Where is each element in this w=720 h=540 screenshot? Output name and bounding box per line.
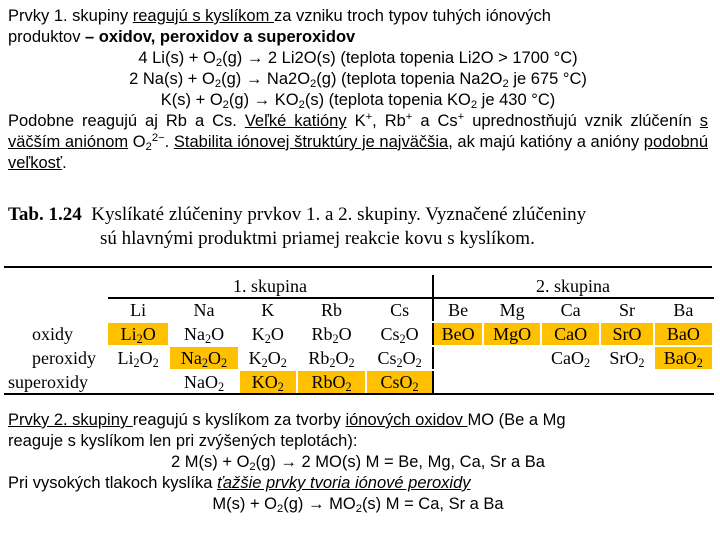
element-header-sr: Sr bbox=[600, 298, 654, 322]
empty-cell bbox=[433, 370, 483, 394]
equation-text: $K(s) + O_2(g) \to KO_2(s)$ (teplota topenia $KO_2$ je 430 °C) bbox=[160, 91, 556, 111]
equation-text: $M(s) + O_2(g) \to MO_2(s) M = Ca$, Sr a Ba bbox=[212, 495, 504, 515]
compound-na2o2: $Na_2O_2$ bbox=[169, 346, 239, 370]
intro-line-2 bbox=[8, 27, 708, 48]
corner-cell bbox=[5, 298, 107, 322]
compound-cs2o: $Cs_2O$ bbox=[366, 322, 433, 346]
outro-line-1 bbox=[8, 410, 708, 431]
peroxides-row bbox=[5, 346, 713, 370]
intro-text: produktov bbox=[8, 28, 86, 46]
group-1-header: 1. skupina bbox=[107, 274, 433, 298]
compound-k2o: $K_2O$ bbox=[239, 322, 297, 346]
underlined-phrase: reagujú s kyslíkom bbox=[132, 7, 274, 25]
underlined-phrase: s väčším aniónom bbox=[8, 112, 708, 151]
compound-ko2: $KO_2$ bbox=[239, 370, 297, 394]
intro-line-1 bbox=[8, 6, 708, 27]
element-header-k: K bbox=[239, 298, 297, 322]
bold-phrase: – oxidov, peroxidov a superoxidov bbox=[85, 28, 356, 46]
outro-text: MO (Be a Mg bbox=[467, 411, 566, 429]
compound-rb2o: $Rb_2O$ bbox=[297, 322, 367, 346]
empty-cell bbox=[483, 370, 541, 394]
compound-rbo2: RbO$_2$ bbox=[297, 370, 367, 394]
compound-sro: SrO bbox=[600, 322, 654, 346]
corner-cell bbox=[5, 274, 107, 298]
oxides-row bbox=[5, 322, 713, 346]
intro-text: $O_2^{2-}$. bbox=[128, 131, 174, 153]
row-label-oxides: oxidy bbox=[5, 322, 107, 346]
oxides-table bbox=[4, 266, 714, 395]
intro-text: za vzniku troch typov tuhých iónových bbox=[273, 7, 551, 25]
intro-text: K+, Rb+ a Cs+ uprednostňujú vznik zlúčenín bbox=[346, 110, 700, 130]
empty-cell bbox=[541, 370, 600, 394]
equation-mo bbox=[8, 452, 708, 473]
compound-k2o2: $K_2O_2$ bbox=[239, 346, 297, 370]
empty-cell bbox=[600, 370, 654, 394]
compound-cao2: CaO$_2$ bbox=[541, 346, 600, 370]
superoxides-row bbox=[5, 370, 713, 394]
group-2-header: 2. skupina bbox=[433, 274, 713, 298]
element-header-na: Na bbox=[169, 298, 239, 322]
caption-line-2: sú hlavnými produktmi priamej reakcie kovu s kyslíkom. bbox=[100, 228, 535, 249]
element-header-rb: Rb bbox=[297, 298, 367, 322]
element-header-ca: Ca bbox=[541, 298, 600, 322]
underlined-phrase: ťažšie prvky tvoria iónové peroxidy bbox=[217, 474, 471, 492]
compound-cao: CaO bbox=[541, 322, 600, 346]
empty-cell bbox=[107, 370, 169, 394]
row-label-superoxides: superoxidy bbox=[5, 370, 107, 394]
compound-cs2o2: $Cs_2O_2$ bbox=[366, 346, 433, 370]
underlined-phrase: iónových oxidov bbox=[345, 411, 468, 429]
element-header-row bbox=[5, 298, 713, 322]
intro-text: Prvky 1. skupiny bbox=[8, 7, 133, 25]
compound-cso2: CsO$_2$ bbox=[366, 370, 433, 394]
table-caption bbox=[8, 203, 714, 251]
compound-rb2o2: $Rb_2O_2$ bbox=[297, 346, 367, 370]
caption-number: Tab. 1.24 bbox=[8, 204, 82, 225]
equation-li bbox=[8, 48, 708, 69]
compound-bao: BaO bbox=[654, 322, 713, 346]
intro-text: . bbox=[62, 154, 67, 172]
empty-cell bbox=[433, 346, 483, 370]
element-header-mg: Mg bbox=[483, 298, 541, 322]
element-header-be: Be bbox=[433, 298, 483, 322]
outro-line-4 bbox=[8, 473, 708, 494]
equation-text: 2 $Na(s) + O_2(g) \to Na2O_2(g)$ (teplota topenia $Na2O_2$ je 675 °C) bbox=[129, 70, 587, 90]
outro-section bbox=[8, 410, 708, 515]
caption-line-1 bbox=[8, 203, 714, 227]
compound-na2o: $Na_2O$ bbox=[169, 322, 239, 346]
compound-li2o2: $Li_2O_2$ bbox=[107, 346, 169, 370]
intro-text: , ak majú katióny a anióny bbox=[448, 133, 644, 151]
table-top-rule bbox=[5, 267, 713, 274]
compound-beo: BeO bbox=[433, 322, 483, 346]
empty-cell bbox=[654, 370, 713, 394]
intro-text: Podobne reagujú aj Rb a Cs. bbox=[8, 112, 245, 130]
element-header-cs: Cs bbox=[366, 298, 433, 322]
element-header-li: Li bbox=[107, 298, 169, 322]
equation-text: 2 $M(s) + O_2(g) \to 2$ MO(s) M = Be, Mg, Ca, Sr a Ba bbox=[171, 453, 545, 473]
equation-mo2 bbox=[8, 494, 708, 515]
underlined-phrase: podobnú veľkosť bbox=[8, 133, 709, 172]
outro-text: Pri vysokých tlakoch kyslíka bbox=[8, 474, 218, 492]
compound-bao2: BaO$_2$ bbox=[654, 346, 713, 370]
row-label-peroxides: peroxidy bbox=[5, 346, 107, 370]
empty-cell bbox=[483, 346, 541, 370]
intro-paragraph bbox=[8, 111, 708, 174]
equation-k bbox=[8, 90, 708, 111]
compound-li2o: $Li_2O$ bbox=[107, 322, 169, 346]
compound-mgo: MgO bbox=[483, 322, 541, 346]
underlined-phrase: Prvky 2. skupiny bbox=[8, 411, 133, 429]
outro-line-2: reaguje s kyslíkom len pri zvýšených teplotách): bbox=[8, 432, 358, 450]
compound-sro2: SrO$_2$ bbox=[600, 346, 654, 370]
underlined-phrase: Stabilita iónovej štruktúry je najväčšia bbox=[173, 133, 449, 151]
equation-na bbox=[8, 69, 708, 90]
caption-text: Kyslíkaté zlúčeniny prvkov 1. a 2. skupiny. Vyznačené zlúčeniny bbox=[91, 204, 587, 225]
underlined-phrase: Veľké katióny bbox=[244, 112, 347, 130]
intro-section bbox=[8, 6, 708, 174]
compound-nao2: NaO$_2$ bbox=[169, 370, 239, 394]
element-header-ba: Ba bbox=[654, 298, 713, 322]
outro-text: reagujú s kyslíkom za tvorby bbox=[132, 411, 346, 429]
equation-text: 4 $Li(s) + O_2(g) \to 2$ Li2O(s) (teplota topenia Li2O > 1700 °C) bbox=[138, 49, 578, 69]
